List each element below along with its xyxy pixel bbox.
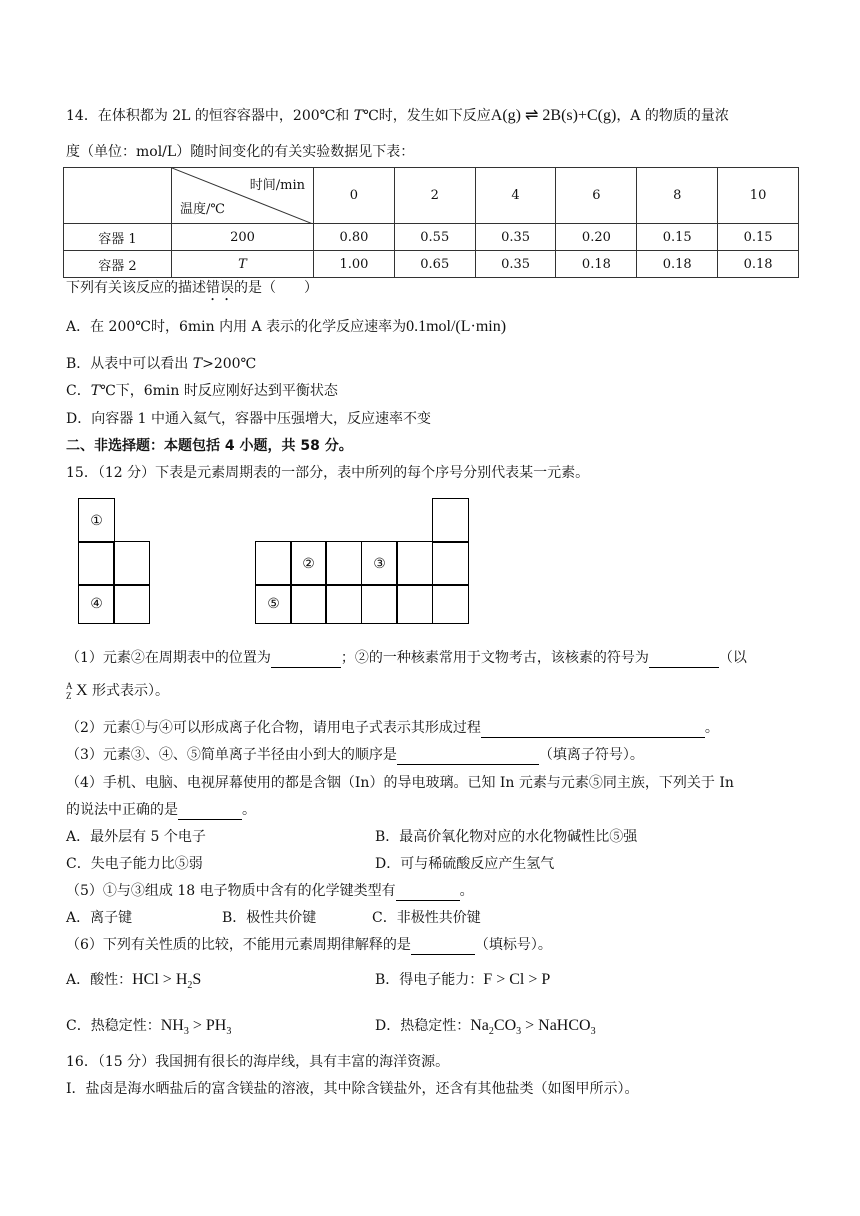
section-heading: 二、非选择题：本题包括 4 小题，共 58 分。 bbox=[66, 438, 353, 454]
q15-part4-line2: 的说法中正确的是 。 bbox=[66, 802, 256, 818]
element-cell-4: ④ bbox=[78, 584, 115, 624]
answer-blank[interactable] bbox=[397, 764, 539, 765]
q14-ask: 下列有关该反应的描述错误的是（ ） bbox=[66, 280, 318, 296]
q15-p4-option-d: D．可与稀硫酸反应产生氢气 bbox=[375, 856, 555, 872]
element-cell bbox=[325, 541, 362, 586]
answer-blank[interactable] bbox=[396, 900, 460, 901]
q14-stem-line2: 度（单位：mol/L）随时间变化的有关实验数据见下表： bbox=[66, 144, 415, 160]
q15-part1-cont: A Z X 形式表示）。 bbox=[66, 681, 170, 701]
element-cell bbox=[432, 541, 469, 586]
q14-option-a: A．在 200℃时，6min 内用 A 表示的化学反应速率为0.1mol/(L·min) bbox=[66, 318, 507, 335]
element-cell bbox=[432, 498, 469, 543]
element-cell bbox=[78, 541, 115, 586]
answer-blank[interactable] bbox=[649, 667, 719, 668]
q15-p4-option-b: B．最高价氧化物对应的水化物碱性比⑤强 bbox=[375, 829, 638, 845]
element-cell bbox=[361, 584, 398, 624]
element-cell-5: ⑤ bbox=[255, 584, 292, 624]
q15-p6-option-a: A．酸性：HCl > $H_2S$ bbox=[66, 971, 202, 992]
nuclide-notation: A Z bbox=[66, 681, 73, 701]
q14-stem-line1: 14．在体积都为 2L 的恒容容器中，200℃和 T℃时，发生如下反应A(g) ⇌ 2B(s)+C(g)，A 的物质的量浓 bbox=[66, 107, 729, 124]
q16-stem: 16．（15 分）我国拥有很长的海岸线，具有丰富的海洋资源。 bbox=[66, 1054, 450, 1070]
answer-blank[interactable] bbox=[178, 819, 242, 820]
element-cell bbox=[290, 584, 327, 624]
q15-p5-option-a: A．离子键 bbox=[66, 910, 133, 926]
q15-p5-option-b: B．极性共价键 bbox=[222, 910, 317, 926]
q16-part1: Ⅰ．盐卤是海水晒盐后的富含镁盐的溶液，其中除含镁盐外，还含有其他盐类（如图甲所示）。 bbox=[66, 1081, 639, 1097]
element-cell-1: ① bbox=[78, 498, 115, 543]
q15-stem: 15．（12 分）下表是元素周期表的一部分，表中所列的每个序号分别代表某一元素。 bbox=[66, 465, 590, 481]
element-cell bbox=[325, 584, 362, 624]
answer-blank[interactable] bbox=[481, 737, 705, 738]
q15-part4-line1: （4）手机、电脑、电视屏幕使用的都是含铟（In）的导电玻璃。已知 In 元素与元素⑤同主族，下列关于 In bbox=[66, 775, 734, 791]
table-corner bbox=[64, 168, 172, 224]
q15-p6-option-b: B．得电子能力：F > Cl > P bbox=[375, 971, 551, 988]
q15-p6-option-d: D．热稳定性：$Na_2CO_3$ > NaHCO$_3$ bbox=[375, 1017, 596, 1038]
element-cell bbox=[396, 541, 433, 586]
q14-option-b: B．从表中可以看出 T>200℃ bbox=[66, 356, 257, 372]
element-cell bbox=[432, 584, 469, 624]
time-header: 4 bbox=[475, 168, 556, 224]
time-header: 8 bbox=[637, 168, 718, 224]
q15-part3: （3）元素③、④、⑤简单离子半径由小到大的顺序是 （填离子符号）。 bbox=[66, 747, 644, 763]
concentration-table bbox=[63, 167, 799, 278]
q15-part2: （2）元素①与④可以形成离子化合物，请用电子式表示其形成过程 。 bbox=[66, 720, 719, 736]
q14-option-c: C．T℃下，6min 时反应刚好达到平衡状态 bbox=[66, 383, 338, 399]
time-header: 0 bbox=[314, 168, 395, 224]
q15-p6-option-c: C．热稳定性：$NH_3 > PH_3$ bbox=[66, 1017, 232, 1038]
time-header: 6 bbox=[556, 168, 637, 224]
table-header-diagonal: 时间/min 温度/℃ bbox=[172, 168, 314, 224]
periodic-table-fragment bbox=[78, 498, 470, 624]
time-header: 10 bbox=[718, 168, 799, 224]
q15-part1: （1）元素②在周期表中的位置为 ；②的一种核素常用于文物考古，该核素的符号为 （以 bbox=[66, 650, 747, 666]
element-cell-3: ③ bbox=[361, 541, 398, 586]
element-cell bbox=[255, 541, 292, 586]
element-cell bbox=[396, 584, 433, 624]
time-header: 2 bbox=[394, 168, 475, 224]
q15-p5-option-c: C．非极性共价键 bbox=[372, 910, 481, 926]
element-cell-2: ② bbox=[290, 541, 327, 586]
reaction-equation: A(g) ⇌ 2B(s)+C(g) bbox=[490, 107, 617, 124]
element-cell bbox=[113, 541, 150, 586]
q15-part6: （6）下列有关性质的比较，不能用元素周期律解释的是 （填标号）。 bbox=[66, 937, 552, 953]
table-row: 容器 2 T 1.00 0.65 0.35 0.18 0.18 0.18 bbox=[64, 251, 799, 278]
table-row: 容器 1 200 0.80 0.55 0.35 0.20 0.15 0.15 bbox=[64, 224, 799, 251]
answer-blank[interactable] bbox=[271, 667, 341, 668]
q14-option-d: D．向容器 1 中通入氦气，容器中压强增大，反应速率不变 bbox=[66, 411, 432, 427]
q15-p4-option-c: C．失电子能力比⑤弱 bbox=[66, 856, 203, 872]
answer-blank[interactable] bbox=[411, 954, 475, 955]
q15-p4-option-a: A．最外层有 5 个电子 bbox=[66, 829, 206, 845]
element-cell bbox=[113, 584, 150, 624]
q15-part5: （5）①与③组成 18 电子物质中含有的化学键类型有 。 bbox=[66, 883, 474, 899]
